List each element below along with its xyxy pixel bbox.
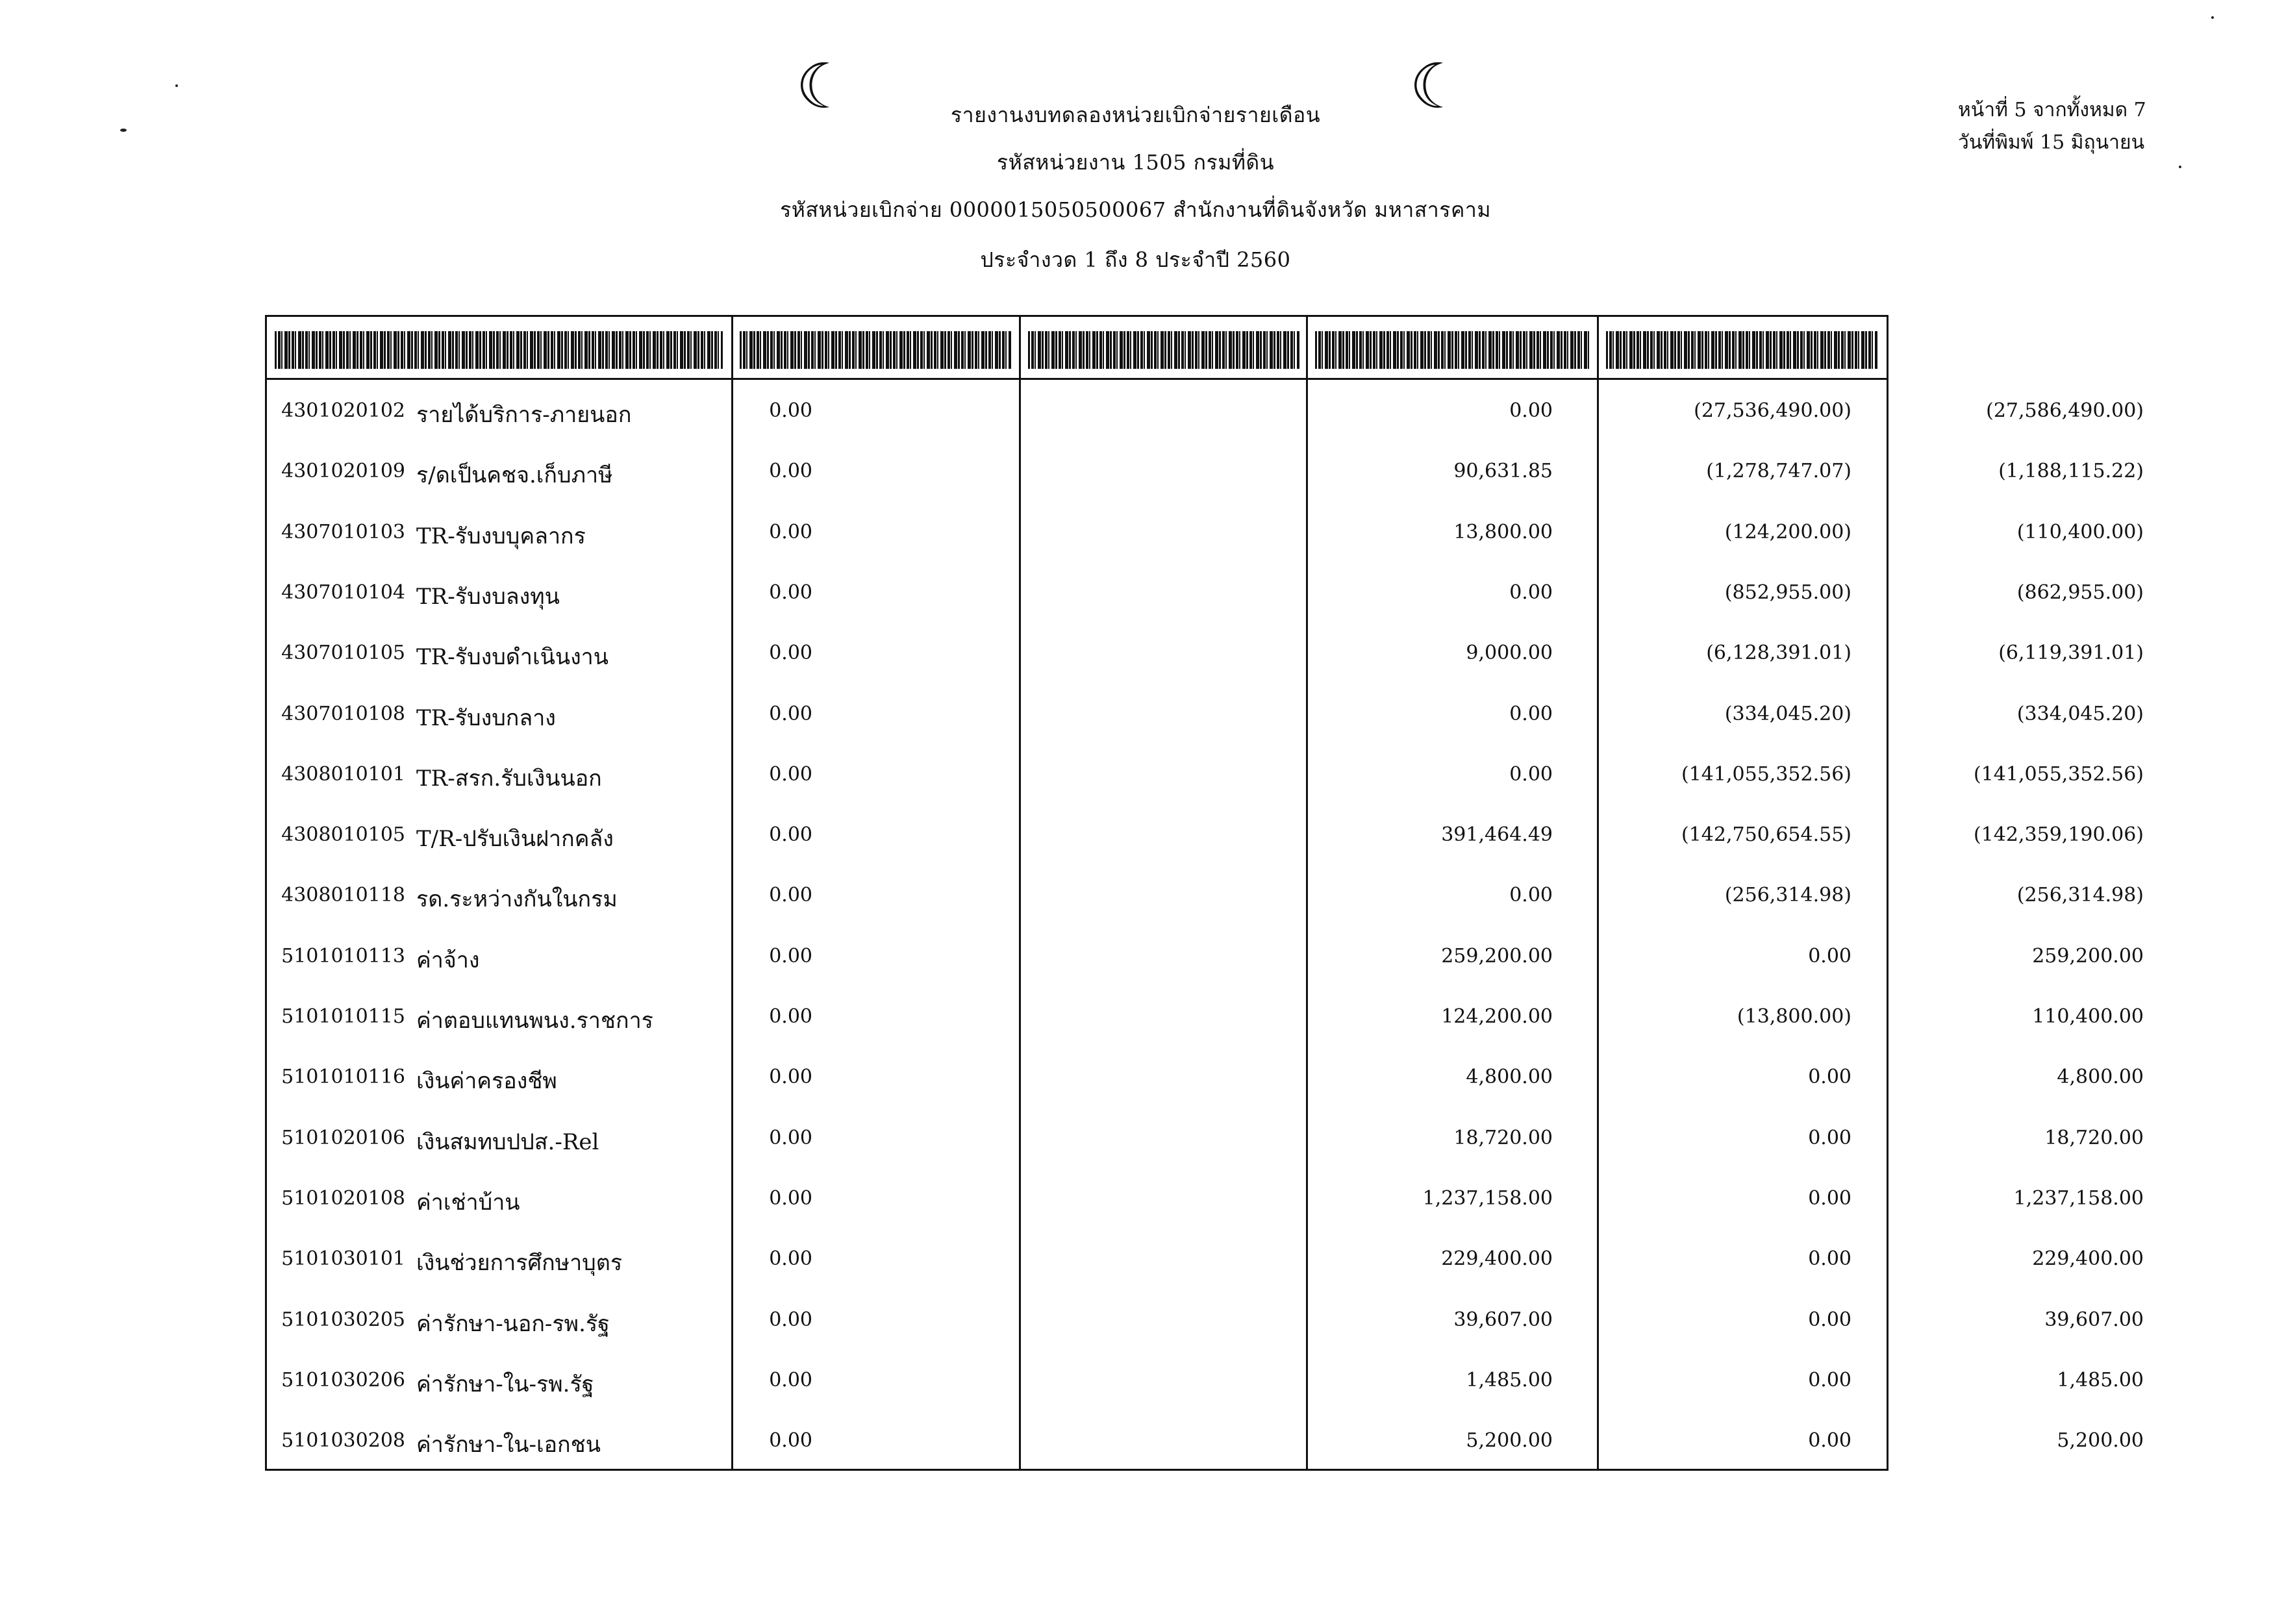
balance-forward: 0.00 (769, 823, 812, 847)
balance-forward: 0.00 (769, 944, 812, 968)
credit-amount: (6,128,391.01) (1706, 642, 1851, 665)
ending-balance: 259,200.00 (2032, 944, 2144, 968)
account-name: ค่ารักษา-ใน-เอกชน (416, 1432, 601, 1458)
account-code: 4308010101 (281, 762, 405, 786)
account-code: 5101030208 (281, 1429, 405, 1453)
debit-amount: 4,800.00 (1466, 1066, 1553, 1089)
header-barcode (740, 331, 1011, 369)
debit-amount: 0.00 (1509, 884, 1553, 907)
account-name: ค่าจ้าง (416, 947, 480, 973)
debit-amount: 0.00 (1509, 702, 1553, 725)
account-name: T/R-ปรับเงินฝากคลัง (416, 826, 614, 853)
account-name: ร/ดเป็นคชจ.เก็บภาษี (416, 462, 613, 489)
credit-amount: (852,955.00) (1724, 581, 1851, 604)
crescent-mark-right: ☾ (1409, 50, 1466, 123)
debit-amount: 0.00 (1509, 399, 1553, 422)
table-row (267, 683, 2144, 743)
trial-balance-table (265, 315, 2144, 1471)
table-row (267, 562, 2144, 622)
account-name: เงินค่าครองชีพ (416, 1068, 557, 1095)
account-code: 4307010104 (281, 581, 405, 604)
account-name: TR-รับงบกลาง (416, 705, 556, 731)
account-name: TR-รับงบลงทุน (416, 583, 560, 610)
balance-forward: 0.00 (769, 1368, 812, 1392)
ending-balance: 39,607.00 (2044, 1308, 2144, 1331)
balance-forward: 0.00 (769, 1005, 812, 1028)
balance-forward: 0.00 (769, 1066, 812, 1089)
table-row (267, 986, 2144, 1046)
account-code: 5101010115 (281, 1005, 405, 1028)
credit-amount: 0.00 (1808, 944, 1851, 968)
debit-amount: 1,237,158.00 (1422, 1186, 1553, 1210)
table-row (267, 864, 2144, 925)
debit-amount: 39,607.00 (1453, 1308, 1553, 1331)
table-row (267, 380, 2144, 440)
credit-amount: (27,536,490.00) (1694, 399, 1851, 422)
table-row (267, 1410, 2144, 1470)
account-code: 5101030205 (281, 1308, 405, 1331)
account-name: TR-รับงบดำเนินงาน (416, 644, 609, 671)
ending-balance: (110,400.00) (2016, 520, 2144, 543)
account-name: TR-รับงบบุคลากร (416, 523, 586, 549)
debit-amount: 18,720.00 (1453, 1126, 1553, 1149)
balance-forward: 0.00 (769, 1126, 812, 1149)
account-name: ค่ารักษา-ใน-รพ.รัฐ (416, 1371, 594, 1397)
balance-forward: 0.00 (769, 884, 812, 907)
header-barcode (275, 331, 723, 369)
credit-amount: 0.00 (1808, 1066, 1851, 1089)
debit-amount: 259,200.00 (1441, 944, 1553, 968)
balance-forward: 0.00 (769, 1247, 812, 1271)
debit-amount: 0.00 (1509, 762, 1553, 786)
ending-balance: 5,200.00 (2057, 1429, 2144, 1453)
account-name: เงินสมทบปปส.-Rel (416, 1129, 599, 1155)
account-code: 4308010118 (281, 884, 405, 907)
ending-balance: 1,237,158.00 (2013, 1186, 2144, 1210)
credit-amount: (141,055,352.56) (1681, 762, 1851, 786)
account-code: 4307010108 (281, 702, 405, 725)
balance-forward: 0.00 (769, 399, 812, 422)
account-code: 4301020102 (281, 399, 405, 422)
debit-amount: 13,800.00 (1453, 520, 1553, 543)
balance-forward: 0.00 (769, 581, 812, 604)
account-code: 4307010105 (281, 642, 405, 665)
table-row (267, 1349, 2144, 1410)
header-barcode (1606, 331, 1877, 369)
credit-amount: (13,800.00) (1737, 1005, 1851, 1028)
ending-balance: (142,359,190.06) (1974, 823, 2144, 847)
account-code: 5101020108 (281, 1186, 405, 1210)
account-code: 5101010116 (281, 1066, 405, 1089)
account-code: 5101030206 (281, 1368, 405, 1392)
table-row (267, 1228, 2144, 1288)
account-name: ค่าเช่าบ้าน (416, 1189, 520, 1216)
ending-balance: (862,955.00) (2016, 581, 2144, 604)
ending-balance: 229,400.00 (2032, 1247, 2144, 1271)
account-code: 4307010103 (281, 520, 405, 543)
account-code: 4301020109 (281, 460, 405, 483)
report-period: ประจำงวด 1 ถึง 8 ประจำปี 2560 (980, 247, 1291, 272)
scan-speck (120, 129, 127, 132)
credit-amount: 0.00 (1808, 1368, 1851, 1392)
account-name: เงินช่วยการศึกษาบุตร (416, 1250, 623, 1277)
account-name: รด.ระหว่างกันในกรม (416, 886, 618, 913)
table-row (267, 1168, 2144, 1228)
debit-amount: 0.00 (1509, 581, 1553, 604)
debit-amount: 391,464.49 (1441, 823, 1553, 847)
debit-amount: 1,485.00 (1466, 1368, 1553, 1392)
account-name: รายได้บริการ-ภายนอก (416, 402, 632, 428)
balance-forward: 0.00 (769, 1186, 812, 1210)
credit-amount: 0.00 (1808, 1126, 1851, 1149)
account-code: 5101020106 (281, 1126, 405, 1149)
page-number: หน้าที่ 5 จากทั้งหมด 7 (1958, 99, 2146, 121)
credit-amount: 0.00 (1808, 1247, 1851, 1271)
balance-forward: 0.00 (769, 1308, 812, 1331)
table-row (267, 804, 2144, 864)
table-row (267, 501, 2144, 562)
scan-speck (2211, 16, 2214, 19)
ending-balance: (1,188,115.22) (1998, 460, 2144, 483)
ending-balance: 110,400.00 (2032, 1005, 2144, 1028)
ending-balance: (27,586,490.00) (1986, 399, 2144, 422)
account-name: ค่าตอบแทนพนง.ราชการ (416, 1008, 653, 1034)
table-row (267, 1107, 2144, 1168)
crescent-mark-left: ☾ (796, 50, 852, 123)
credit-amount: (1,278,747.07) (1706, 460, 1851, 483)
credit-amount: (256,314.98) (1724, 884, 1851, 907)
balance-forward: 0.00 (769, 1429, 812, 1453)
balance-forward: 0.00 (769, 460, 812, 483)
account-code: 5101010113 (281, 944, 405, 968)
table-row (267, 440, 2144, 501)
ending-balance: (6,119,391.01) (1998, 642, 2144, 665)
debit-amount: 5,200.00 (1466, 1429, 1553, 1453)
print-date: วันที่พิมพ์ 15 มิถุนายน (1958, 131, 2145, 154)
ending-balance: (256,314.98) (2016, 884, 2144, 907)
ending-balance: 4,800.00 (2057, 1066, 2144, 1089)
report-title: รายงานงบทดลองหน่วยเบิกจ่ายรายเดือน (950, 103, 1321, 127)
balance-forward: 0.00 (769, 702, 812, 725)
table-row (267, 1289, 2144, 1349)
scan-speck (2179, 166, 2181, 168)
credit-amount: (142,750,654.55) (1681, 823, 1851, 847)
header-barcode (1315, 331, 1589, 369)
header-barcode (1028, 331, 1299, 369)
table-row (267, 1046, 2144, 1106)
page-info (1958, 94, 2146, 159)
credit-amount: 0.00 (1808, 1429, 1851, 1453)
scan-speck (175, 84, 178, 87)
ending-balance: (334,045.20) (2016, 702, 2144, 725)
agency-code: รหัสหน่วยงาน 1505 กรมที่ดิน (996, 150, 1275, 175)
balance-forward: 0.00 (769, 520, 812, 543)
debit-amount: 90,631.85 (1453, 460, 1553, 483)
account-name: TR-สรก.รับเงินนอก (416, 765, 602, 792)
account-code: 5101030101 (281, 1247, 405, 1271)
credit-amount: (124,200.00) (1724, 520, 1851, 543)
credit-amount: 0.00 (1808, 1186, 1851, 1210)
debit-amount: 229,400.00 (1441, 1247, 1553, 1271)
account-name: ค่ารักษา-นอก-รพ.รัฐ (416, 1310, 610, 1337)
credit-amount: (334,045.20) (1724, 702, 1851, 725)
ending-balance: (141,055,352.56) (1974, 762, 2144, 786)
ending-balance: 1,485.00 (2057, 1368, 2144, 1392)
account-code: 4308010105 (281, 823, 405, 847)
table-row (267, 622, 2144, 682)
debit-amount: 124,200.00 (1441, 1005, 1553, 1028)
disbursing-unit: รหัสหน่วยเบิกจ่าย 0000015050500067 สำนักงานที่ดินจังหวัด มหาสารคาม (780, 197, 1491, 222)
credit-amount: 0.00 (1808, 1308, 1851, 1331)
balance-forward: 0.00 (769, 642, 812, 665)
debit-amount: 9,000.00 (1466, 642, 1553, 665)
ending-balance: 18,720.00 (2044, 1126, 2144, 1149)
table-row (267, 743, 2144, 804)
table-row (267, 925, 2144, 986)
balance-forward: 0.00 (769, 762, 812, 786)
